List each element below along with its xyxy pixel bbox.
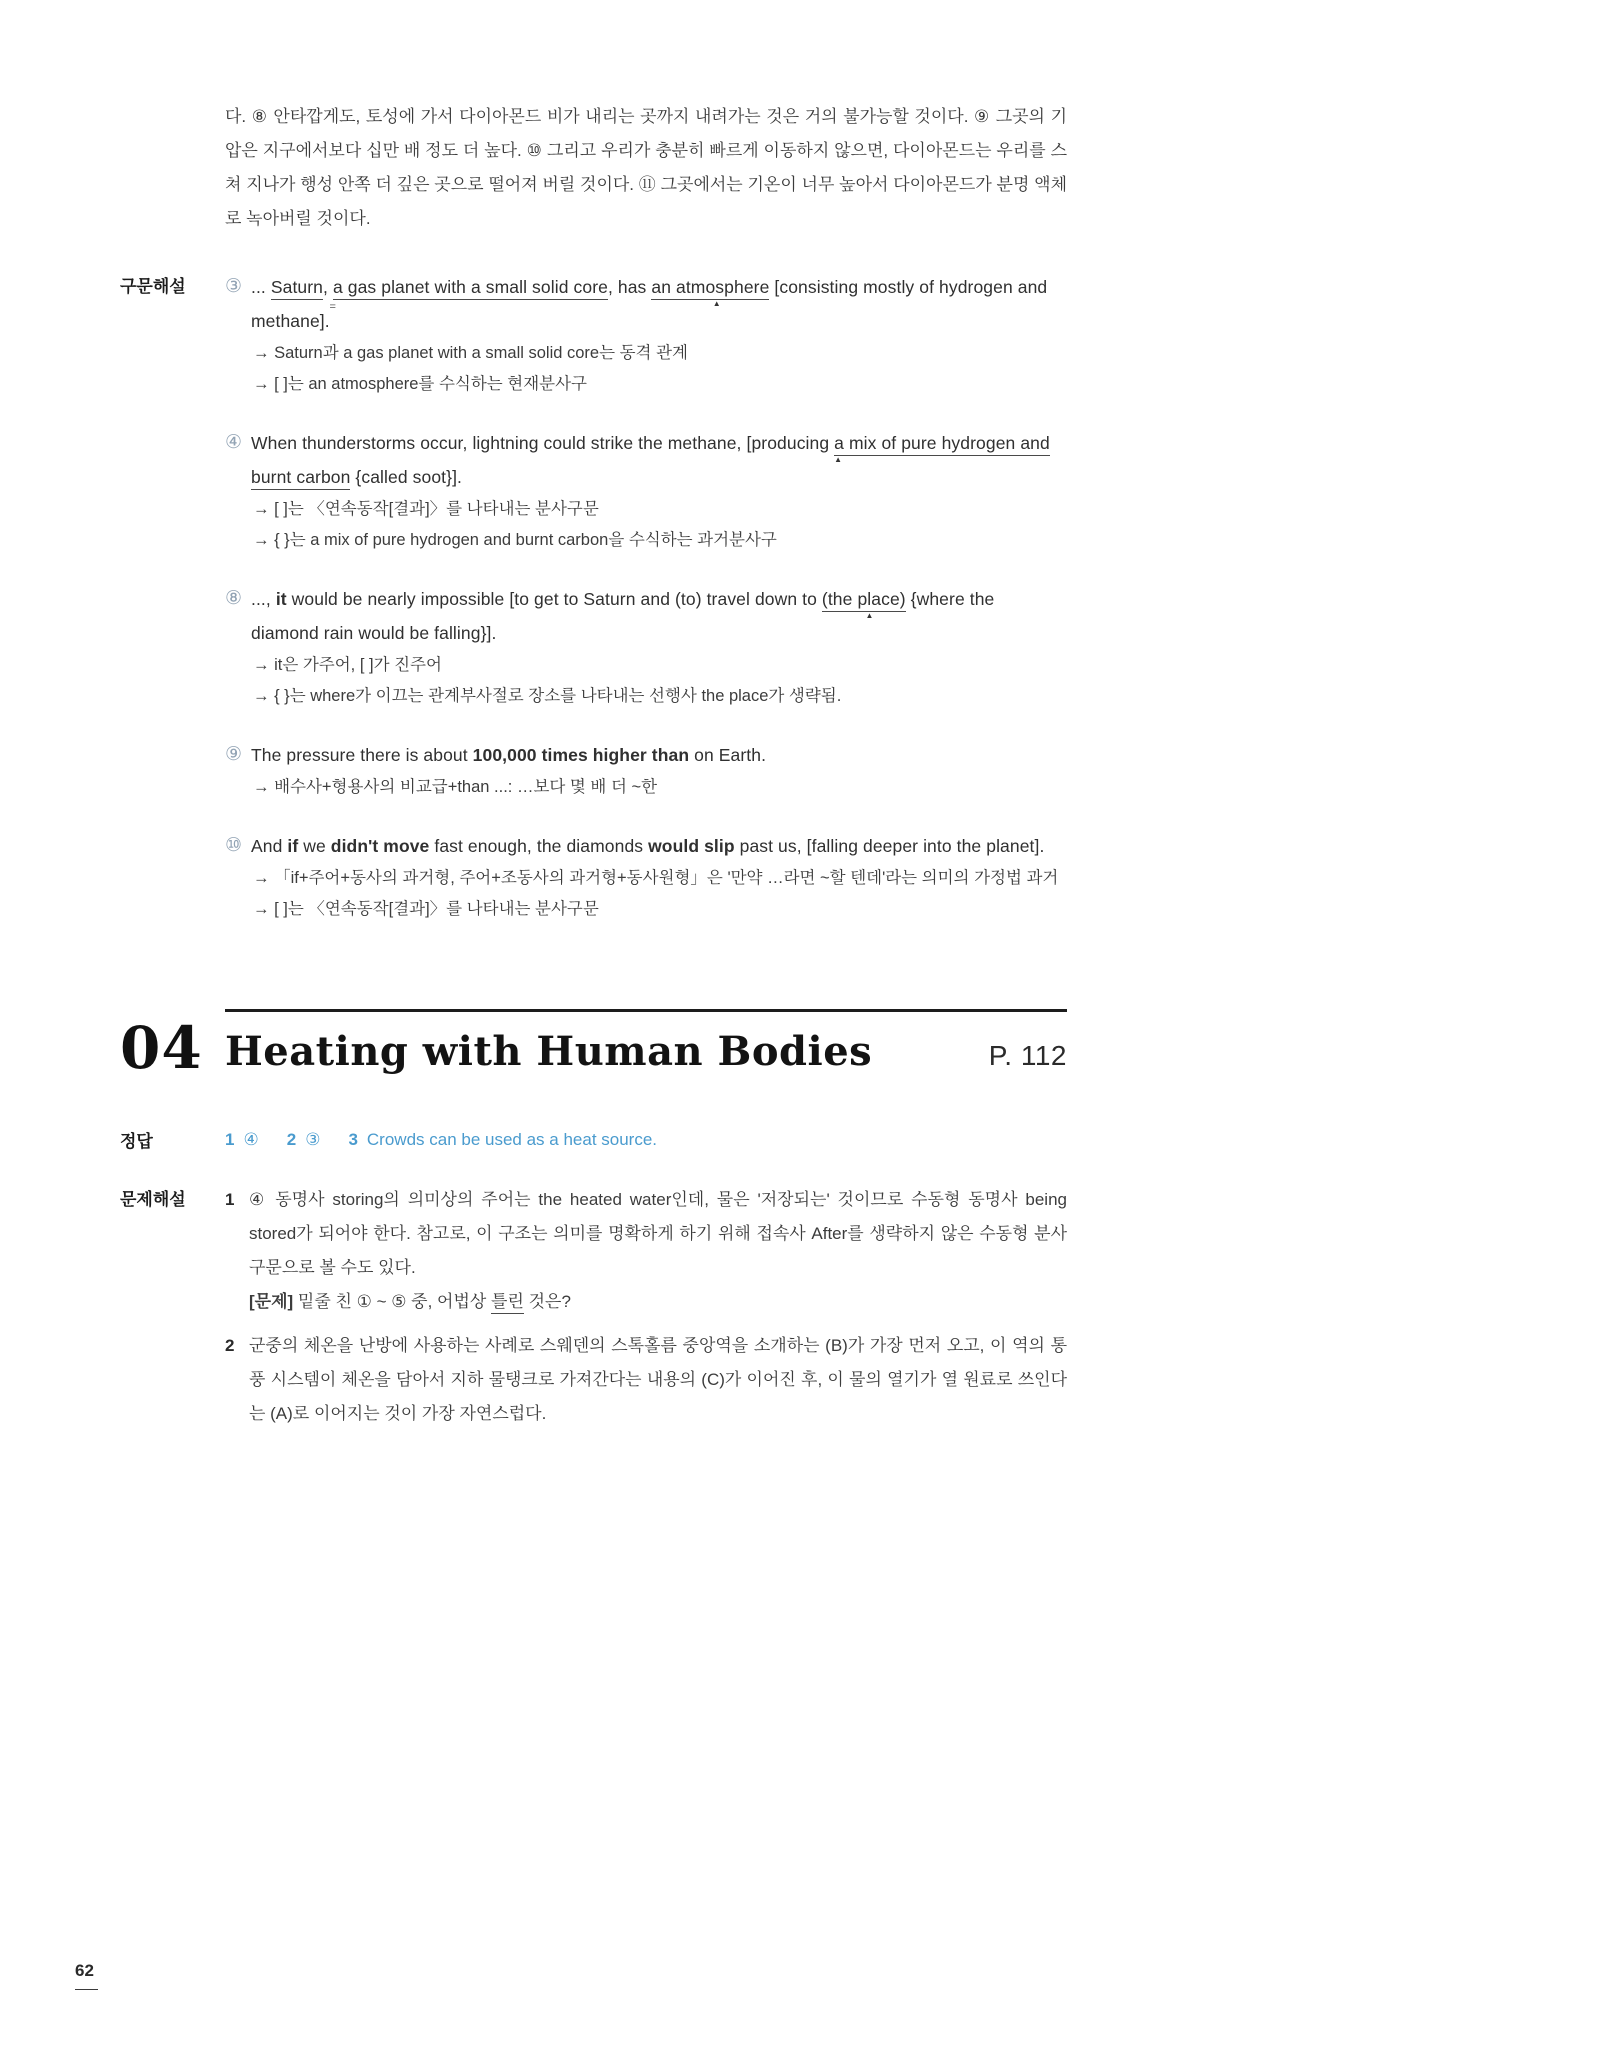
item-number: ⑩ [225, 835, 243, 856]
text-segment: [문제] [249, 1292, 294, 1311]
translation-paragraph: 다. ⑧ 안타깝게도, 토성에 가서 다이아몬드 비가 내리는 곳까지 내려가는 것은 거의 불가능할 것이다. ⑨ 그곳의 기압은 지구에서보다 십만 배 정도 더 높다. ⑩ 그리고 우리가 충분히 빠르게 이동하지 않으면, 다이아몬드는 우리를 스쳐 지나가 행성 안쪽 더 깊은 곳으로 떨어져 버릴 것이다. ⑪ 그곳에서는 기온이 너무 높아서 다이아몬드가 분명 액체로 녹아버릴 것이다. [225, 107, 1067, 228]
text-segment: ... [251, 277, 271, 297]
answer-value: ④ [243, 1130, 259, 1149]
explanation-section [120, 1183, 1615, 1441]
syntax-note: → it은 가주어, [ ]가 진주어 [253, 656, 442, 674]
page-number: 62 [75, 1961, 98, 1990]
unit-header [120, 1009, 1615, 1082]
text-segment: an atmosphere ▲ [651, 277, 769, 300]
explanation-item-1 [225, 1183, 1067, 1319]
explanation-question-line [249, 1285, 1067, 1319]
text-segment: we [298, 836, 331, 856]
text-segment: (the place) ▲ [822, 589, 906, 612]
item-number: ④ [225, 432, 243, 453]
text-segment: {where the diamond rain would be falling}]. [251, 589, 995, 643]
text-segment: 100,000 times higher than [472, 745, 690, 765]
syntax-section [120, 270, 1615, 951]
answers-section [120, 1125, 1615, 1155]
text-segment: fast enough, the diamonds [429, 836, 649, 856]
translation-section [120, 100, 1615, 236]
text-segment: , [323, 277, 333, 297]
item-number: ⑧ [225, 588, 243, 609]
text-segment: , has [607, 277, 652, 297]
syntax-note: → 「if+주어+동사의 과거형, 주어+조동사의 과거형+동사원형」은 '만약 …라면 ~할 텐데'라는 의미의 가정법 과거 [253, 869, 1059, 887]
example-sentence [251, 738, 1067, 772]
text-segment: a gas planet with a small solid core [333, 277, 608, 300]
page-footer [75, 1961, 1615, 2048]
syntax-note: → Saturn과 a gas planet with a small solid core는 동격 관계 [253, 344, 688, 362]
answer-number: 3 [348, 1130, 358, 1149]
unit-title: Heating with Human Bodies [225, 1028, 873, 1075]
item-number: ③ [225, 276, 243, 297]
syntax-item-10 [225, 829, 1067, 925]
section-label-syntax: 구문해설 [120, 277, 186, 296]
syntax-item-3 [225, 270, 1067, 400]
text-segment: past us, [falling deeper into the planet]. [734, 836, 1045, 856]
syntax-note: → [ ]는 〈연속동작[결과]〉를 나타내는 분사구문 [253, 900, 599, 918]
text-segment: would slip [648, 836, 735, 856]
example-sentence [251, 582, 1067, 650]
section-label-answers: 정답 [120, 1132, 153, 1151]
text-segment: it [275, 589, 287, 609]
explanation-text: 군중의 체온을 난방에 사용하는 사례로 스웨덴의 스톡홀름 중앙역을 소개하는 (B)가 가장 먼저 오고, 이 역의 통풍 시스템이 체온을 담아서 지하 물탱크로 가져간다는 내용의 (C)가 이어진 후, 이 물의 열기가 열 원료로 쓰인다는 (A)로 이어지는 것이 가장 자연스럽다. [249, 1336, 1067, 1423]
syntax-item-9 [225, 738, 1067, 803]
item-number: ⑨ [225, 744, 243, 765]
translation-section-label-spacer [120, 100, 225, 236]
unit-page-reference: P. 112 [988, 1040, 1067, 1071]
unit-number: 04 [120, 1014, 203, 1082]
explanation-number: 2 [225, 1336, 235, 1355]
example-sentence [251, 829, 1067, 863]
answer-value: Crowds can be used as a heat source. [366, 1130, 658, 1149]
text-segment: Saturn = [271, 277, 323, 300]
syntax-item-4 [225, 426, 1067, 556]
text-segment: 밑줄 친 ① ~ ⑤ 중, 어법상 [293, 1292, 492, 1311]
answer-item-1 [225, 1125, 259, 1155]
answer-item-2 [287, 1125, 321, 1155]
syntax-note: → [ ]는 an atmosphere를 수식하는 현재분사구 [253, 375, 587, 393]
syntax-note: → { }는 where가 이끄는 관계부사절로 장소를 나타내는 선행사 the place가 생략됨. [253, 687, 842, 705]
answer-item-3 [348, 1125, 657, 1155]
text-segment: [consisting mostly of hydrogen and methane]. [251, 277, 1048, 331]
answer-value: ③ [305, 1130, 321, 1149]
section-label-explanation: 문제해설 [120, 1190, 186, 1209]
syntax-note: → [ ]는 〈연속동작[결과]〉를 나타내는 분사구문 [253, 500, 599, 518]
syntax-note: → { }는 a mix of pure hydrogen and burnt carbon을 수식하는 과거분사구 [253, 531, 777, 549]
text-segment: ..., [251, 589, 276, 609]
syntax-item-8 [225, 582, 1067, 712]
explanation-number: 1 [225, 1190, 235, 1209]
syntax-note: → 배수사+형용사의 비교급+than ...: …보다 몇 배 더 ~한 [253, 778, 658, 796]
text-segment: would be nearly impossible [to get to Saturn and (to) travel down to [286, 589, 822, 609]
text-segment: The pressure there is about [251, 745, 473, 765]
text-segment: And [251, 836, 288, 856]
answer-number: 1 [225, 1130, 235, 1149]
unit-title-bar [225, 1009, 1067, 1075]
explanation-text: ④ 동명사 storing의 의미상의 주어는 the heated water인데, 물은 '저장되는' 것이므로 수동형 동명사 being stored가 되어야 한다. 참고로, 이 구조는 의미를 명확하게 하기 위해 접속사 After를 생략하지 않은 수동형 분사구문으로 볼 수도 있다. [249, 1190, 1067, 1277]
text-segment: 것은? [523, 1292, 571, 1311]
answers-line [225, 1125, 1067, 1155]
example-sentence [251, 426, 1067, 494]
explanation-item-2 [225, 1329, 1067, 1431]
answer-number: 2 [286, 1130, 297, 1149]
text-segment: a mix of pure hydrogen and burnt carbon ▲ [251, 433, 1050, 490]
text-segment: if [287, 836, 299, 856]
text-segment: When thunderstorms occur, lightning could strike the methane, [producing [251, 433, 835, 453]
text-segment: {called soot}]. [350, 467, 463, 487]
text-segment: 틀린 [491, 1292, 524, 1314]
text-segment: on Earth. [689, 745, 767, 765]
example-sentence [251, 270, 1067, 338]
text-segment: didn't move [330, 836, 430, 856]
